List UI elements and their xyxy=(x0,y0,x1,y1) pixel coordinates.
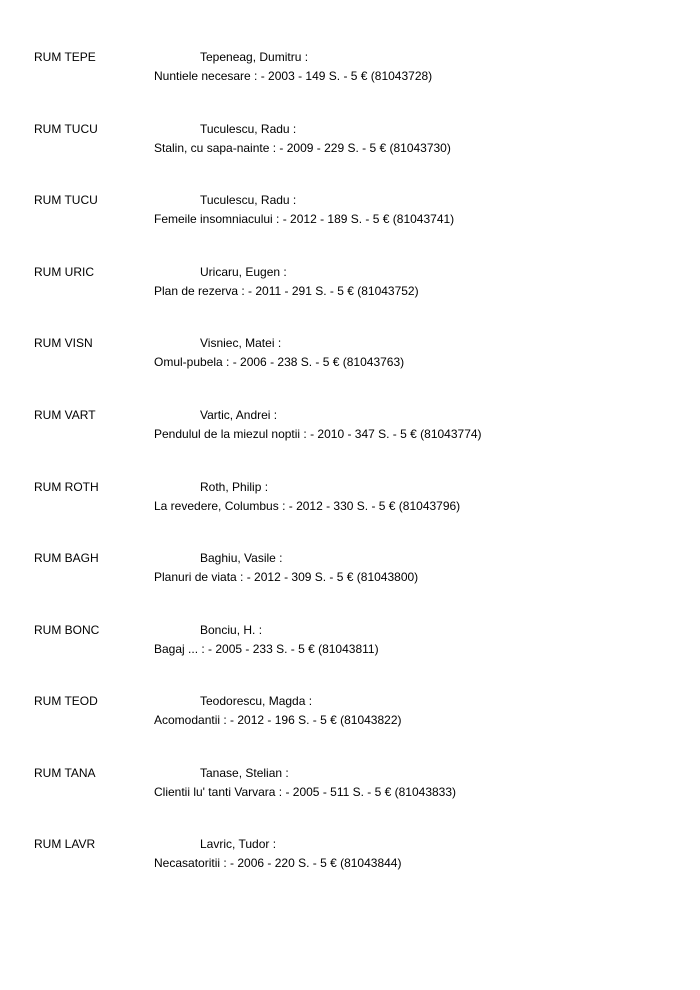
author-name: Tanase, Stelian : xyxy=(200,766,289,780)
call-number: RUM ROTH xyxy=(34,480,99,494)
catalog-entry xyxy=(0,694,700,738)
title-details: Plan de rezerva : - 2011 - 291 S. - 5 € (81043752) xyxy=(154,284,419,298)
catalog-entry xyxy=(0,265,700,309)
call-number: RUM TEOD xyxy=(34,694,98,708)
author-name: Bonciu, H. : xyxy=(200,623,263,637)
catalog-entry xyxy=(0,50,700,94)
title-details: Stalin, cu sapa-nainte : - 2009 - 229 S. - 5 € (81043730) xyxy=(154,141,451,155)
title-details: Clientii lu' tanti Varvara : - 2005 - 511 S. - 5 € (81043833) xyxy=(154,785,457,799)
title-details: Omul-pubela : - 2006 - 238 S. - 5 € (81043763) xyxy=(154,355,405,369)
author-name: Teodorescu, Magda : xyxy=(200,694,313,708)
author-name: Baghiu, Vasile : xyxy=(200,551,283,565)
title-details: Planuri de viata : - 2012 - 309 S. - 5 € (81043800) xyxy=(154,570,419,584)
call-number: RUM TUCU xyxy=(34,122,98,136)
title-details: Bagaj ... : - 2005 - 233 S. - 5 € (81043811) xyxy=(154,642,379,656)
call-number: RUM VISN xyxy=(34,336,93,350)
title-details: Necasatoritii : - 2006 - 220 S. - 5 € (81043844) xyxy=(154,856,402,870)
author-name: Tuculescu, Radu : xyxy=(200,122,297,136)
call-number: RUM URIC xyxy=(34,265,94,279)
call-number: RUM TUCU xyxy=(34,193,98,207)
author-name: Lavric, Tudor : xyxy=(200,837,277,851)
catalog-entry xyxy=(0,336,700,380)
call-number: RUM VART xyxy=(34,408,96,422)
catalog-entry xyxy=(0,551,700,595)
catalog-entry xyxy=(0,193,700,237)
catalog-entry xyxy=(0,837,700,881)
title-details: Pendulul de la miezul noptii : - 2010 - 347 S. - 5 € (81043774) xyxy=(154,427,482,441)
author-name: Tuculescu, Radu : xyxy=(200,193,297,207)
catalog-entry xyxy=(0,408,700,452)
call-number: RUM TEPE xyxy=(34,50,96,64)
author-name: Roth, Philip : xyxy=(200,480,269,494)
title-details: Femeile insomniacului : - 2012 - 189 S. - 5 € (81043741) xyxy=(154,212,455,226)
call-number: RUM BAGH xyxy=(34,551,99,565)
catalog-entry xyxy=(0,122,700,166)
catalog-entry xyxy=(0,480,700,524)
author-name: Visniec, Matei : xyxy=(200,336,282,350)
call-number: RUM BONC xyxy=(34,623,100,637)
title-details: Nuntiele necesare : - 2003 - 149 S. - 5 € (81043728) xyxy=(154,69,433,83)
title-details: Acomodantii : - 2012 - 196 S. - 5 € (81043822) xyxy=(154,713,402,727)
catalog-entry xyxy=(0,623,700,667)
call-number: RUM LAVR xyxy=(34,837,96,851)
author-name: Tepeneag, Dumitru : xyxy=(200,50,309,64)
author-name: Uricaru, Eugen : xyxy=(200,265,287,279)
title-details: La revedere, Columbus : - 2012 - 330 S. - 5 € (81043796) xyxy=(154,499,461,513)
author-name: Vartic, Andrei : xyxy=(200,408,278,422)
catalog-entry xyxy=(0,766,700,810)
call-number: RUM TANA xyxy=(34,766,96,780)
